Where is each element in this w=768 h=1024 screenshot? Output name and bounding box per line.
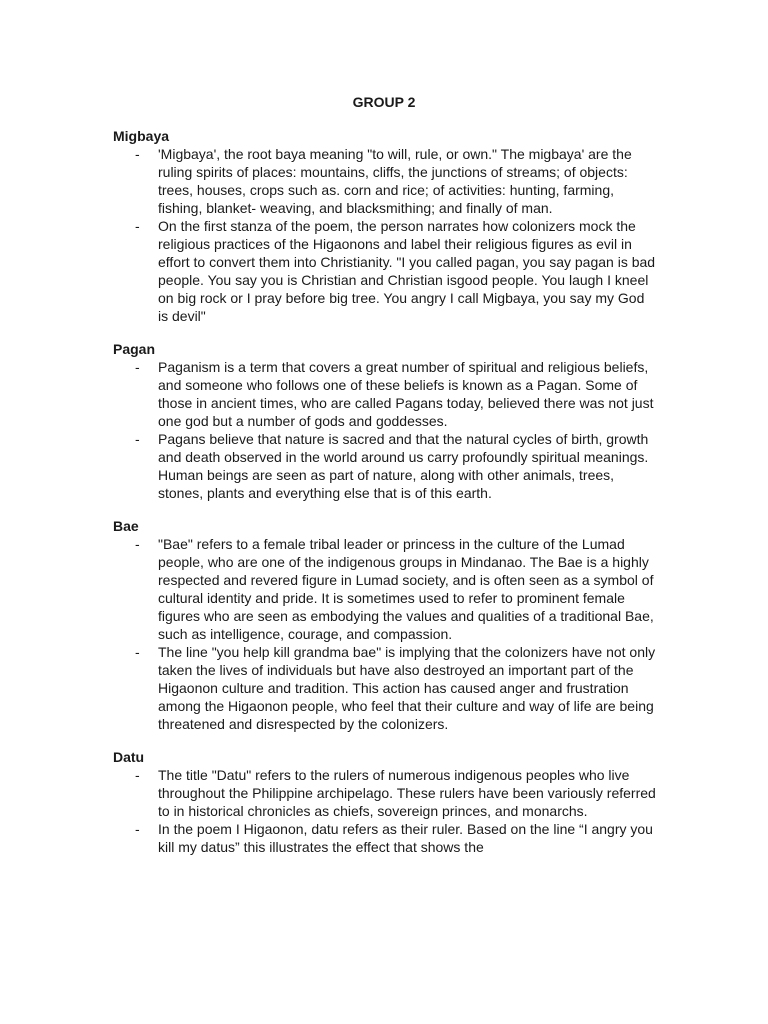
bullet-list: [113, 145, 658, 325]
bullet-list: [113, 535, 658, 733]
bullet-text: "Bae" refers to a female tribal leader or princess in the culture of the Lumad people, who are one of the indigenous groups in Mindanao. The Bae is a highly respected and revered figure in Lumad society, and is often seen as a symbol of cultural identity and pride. It is sometimes used to refer to prominent female figures who are seen as embodying the values and qualities of a traditional Bae, such as intelligence, courage, and compassion.: [158, 536, 654, 642]
bullet-list: [113, 766, 658, 856]
document-body: [113, 127, 658, 871]
list-item: [113, 217, 658, 325]
section-datu: [113, 748, 658, 856]
bullet-text: Paganism is a term that covers a great number of spiritual and religious beliefs, and someone who follows one of these beliefs is known as a Pagan. Some of those in ancient times, who are called Pagans today, believed there was not just one god but a number of gods and goddesses.: [158, 359, 654, 429]
list-item: [113, 430, 658, 502]
section-bae: [113, 517, 658, 733]
bullet-marker: -: [135, 767, 140, 783]
section-heading: Datu: [113, 749, 145, 765]
list-item: [113, 145, 658, 217]
bullet-text: On the first stanza of the poem, the person narrates how colonizers mock the religious practices of the Higaonons and label their religious figures as evil in effort to convert them into Christianity. "I you called pagan, you say pagan is bad people. You say you is Christian and Christian isgood people. You laugh I kneel on big rock or I pray before big tree. You angry I call Migbaya, you say my God is devil": [158, 218, 656, 324]
section-heading: Migbaya: [113, 128, 170, 144]
bullet-marker: -: [135, 359, 140, 375]
bullet-marker: -: [135, 644, 140, 660]
bullet-text: The title "Datu" refers to the rulers of numerous indigenous peoples who live throughout the Philippine archipelago. These rulers have been variously referred to in historical chronicles as chiefs, sovereign princes, and monarchs.: [158, 767, 656, 819]
bullet-text: The line "you help kill grandma bae" is implying that the colonizers have not only taken the lives of individuals but have also destroyed an important part of the Higaonon culture and tradition. This action has caused anger and frustration among the Higaonon people, who feel that their culture and way of life are being threatened and disrespected by the colonizers.: [158, 644, 656, 732]
bullet-text: In the poem I Higaonon, datu refers as their ruler. Based on the line “I angry you kill my datus” this illustrates the effect that shows the: [158, 821, 653, 855]
bullet-marker: -: [135, 146, 140, 162]
bullet-marker: -: [135, 218, 140, 234]
bullet-marker: -: [135, 431, 140, 447]
list-item: [113, 766, 658, 820]
list-item: [113, 535, 658, 643]
list-item: [113, 643, 658, 733]
bullet-text: 'Migbaya', the root baya meaning "to will, rule, or own." The migbaya' are the ruling spirits of places: mountains, cliffs, the junctions of streams; of objects: trees, houses, crops such as. corn and rice; of activities: hunting, farming, fishing, blanket- weaving, and blacksmithing; and finally of man.: [158, 146, 632, 216]
section-migbaya: [113, 127, 658, 325]
bullet-text: Pagans believe that nature is sacred and that the natural cycles of birth, growth and death observed in the world around us carry profoundly spiritual meanings. Human beings are seen as part of nature, along with other animals, trees, stones, plants and everything else that is of this earth.: [158, 431, 649, 501]
section-pagan: [113, 340, 658, 502]
bullet-marker: -: [135, 821, 140, 837]
section-heading: Pagan: [113, 341, 156, 357]
bullet-marker: -: [135, 536, 140, 552]
document-title: GROUP 2: [352, 94, 416, 110]
list-item: [113, 820, 658, 856]
bullet-list: [113, 358, 658, 502]
list-item: [113, 358, 658, 430]
section-heading: Bae: [113, 518, 139, 534]
